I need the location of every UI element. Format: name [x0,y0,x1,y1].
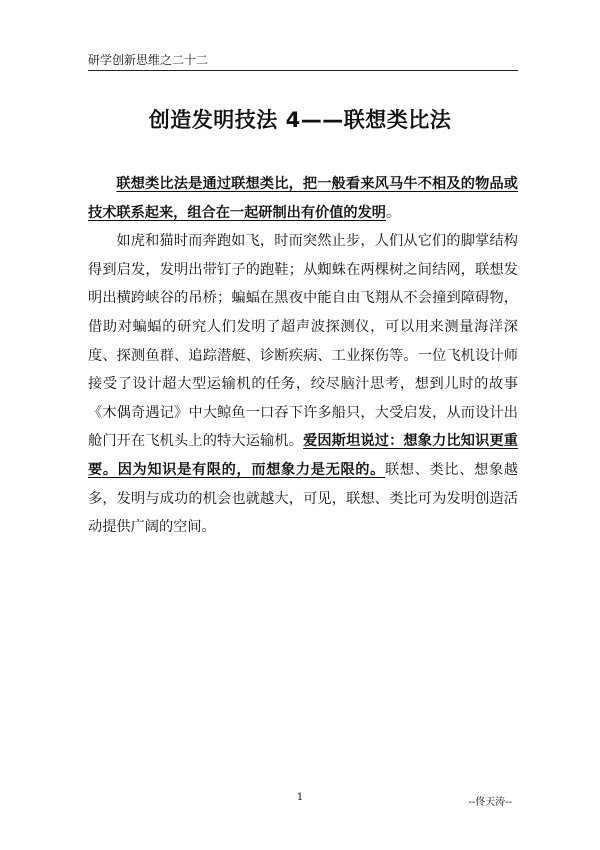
examples-paragraph [88,227,518,542]
conclusion-text: 联想、类比、想象越多，发明与成功的机会也就越大，可见，联想、类比可为发明创造活动提供广阔的空间。 [88,461,518,536]
einstein-quote: 爱因斯坦说过：想象力比知识更重要。因为知识是有限的，而想象力是无限的。 [88,433,518,478]
running-header [88,53,518,71]
definition-emphasis: 联想类比法是通过联想类比，把一般看来风马牛不相及的物品或技术联系起来，组合在一起研制出有价值的发明 [88,176,518,221]
footer-author: --佟天涛-- [468,797,512,808]
examples-text: 如虎和猫时而奔跑如飞，时而突然止步，人们从它们的脚掌结构得到启发，发明出带钉子的跑鞋；从蜘蛛在两棵树之间结网，联想发明出横跨峡谷的吊桥；蝙蝠在黑夜中能自由飞翔从不会撞到障碍物，借助对蝙蝠的研究人们发明了超声波探测仪，可以用来测量海洋深度、探测鱼群、追踪潜艇、诊断疾病、工业探伤等。一位飞机设计师接受了设计超大型运输机的任务，绞尽脑汁思考，想到儿时的故事《木偶奇遇记》中大鲸鱼一口吞下许多船只，大受启发，从而设计出舱门开在飞机头上的特大运输机。 [88,233,518,450]
header-title: 研学创新思维之二十二 [88,53,209,67]
page-number: 1 [296,792,304,803]
article-body [88,170,518,542]
page-title: 创造发明技法 4——联想类比法 [148,108,452,132]
intro-paragraph [88,170,518,227]
definition-tail: 。 [385,204,401,221]
